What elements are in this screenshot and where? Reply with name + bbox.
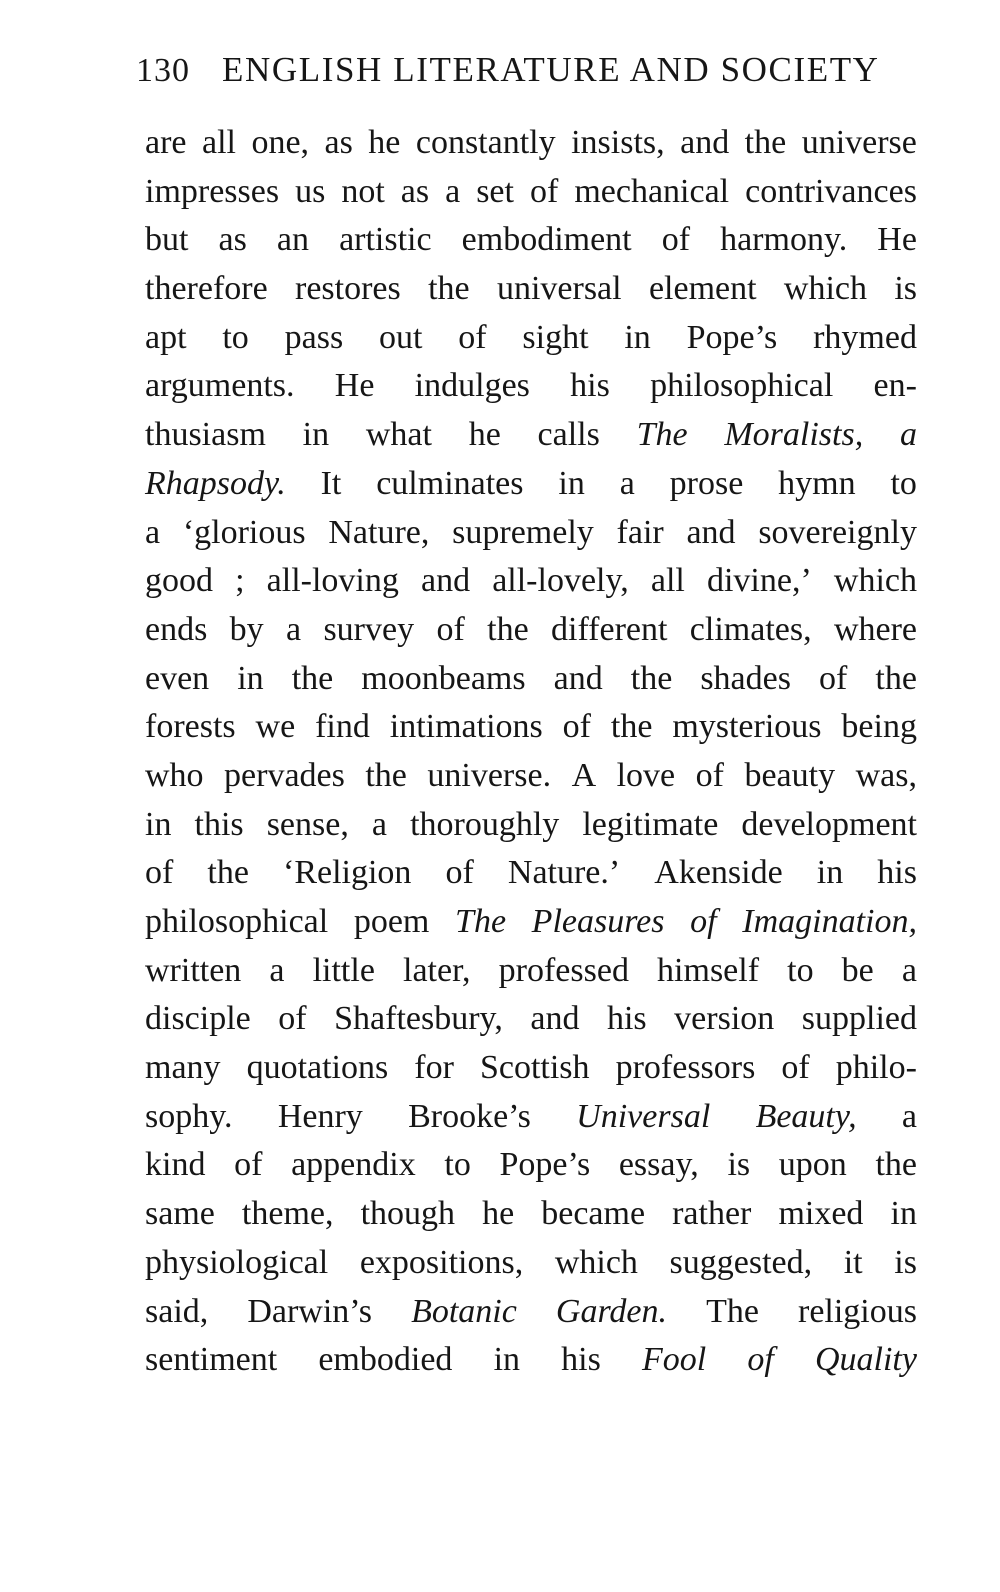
- word: was,: [855, 756, 917, 794]
- word: the: [610, 708, 653, 746]
- text-line: [145, 947, 917, 996]
- italic-word: Beauty,: [755, 1097, 857, 1135]
- text-line: [145, 168, 917, 217]
- word: element: [648, 270, 757, 308]
- word: a: [901, 951, 917, 989]
- text-line: [145, 460, 917, 509]
- text-line: [145, 1141, 917, 1190]
- word: supremely: [452, 513, 594, 551]
- word: a: [269, 951, 285, 989]
- word: which: [833, 562, 917, 600]
- word: we: [255, 708, 296, 746]
- word: of: [661, 221, 691, 259]
- word: in: [558, 464, 585, 502]
- word: Shaftesbury,: [334, 1000, 503, 1038]
- word: universal: [496, 270, 622, 308]
- word: forests: [145, 708, 236, 746]
- word: set: [476, 172, 514, 210]
- word: physiological: [145, 1243, 329, 1281]
- word: Pope’s: [499, 1146, 591, 1184]
- word: different: [551, 610, 668, 648]
- word: sentiment: [145, 1341, 278, 1379]
- italic-word: Imagination,: [742, 903, 917, 940]
- word: even: [145, 659, 210, 697]
- word: quotations: [246, 1049, 389, 1087]
- text-line: [145, 1336, 917, 1385]
- italic-word: of: [690, 903, 717, 940]
- word: embodied: [318, 1341, 453, 1379]
- word: indulges: [414, 367, 530, 405]
- word: mixed: [778, 1195, 864, 1233]
- word: the: [630, 659, 673, 697]
- word: though: [360, 1195, 456, 1233]
- word: ‘glorious: [182, 513, 306, 551]
- word: for: [414, 1049, 454, 1087]
- word: pervades: [224, 756, 345, 794]
- text-line: [145, 606, 917, 655]
- word: to: [444, 1146, 471, 1184]
- word: He: [334, 367, 375, 405]
- word: Scottish: [479, 1049, 590, 1087]
- italic-word: Fool: [641, 1341, 707, 1379]
- word: are: [145, 124, 187, 161]
- word: hymn: [778, 464, 856, 502]
- text-line: [145, 411, 917, 460]
- word: the: [744, 124, 787, 161]
- word: and: [680, 124, 730, 161]
- word: arguments.: [145, 367, 295, 405]
- word: and: [553, 659, 603, 697]
- body-text: [145, 119, 917, 1385]
- italic-word: Universal: [576, 1097, 711, 1135]
- word: Darwin’s: [247, 1292, 372, 1330]
- word: of: [781, 1049, 810, 1087]
- word: he: [482, 1195, 515, 1233]
- word: in: [624, 318, 651, 356]
- word: climates,: [689, 610, 812, 648]
- word: of: [458, 318, 487, 356]
- word: a: [901, 1097, 917, 1135]
- word: philo-: [835, 1049, 917, 1087]
- word: us: [295, 172, 326, 210]
- word: pass: [284, 318, 344, 356]
- word: a: [445, 172, 461, 210]
- word: essay,: [618, 1146, 699, 1184]
- word: Henry: [277, 1097, 363, 1135]
- word: apt: [145, 318, 187, 356]
- word: his: [570, 367, 610, 405]
- word: shades: [700, 659, 791, 697]
- text-line: [145, 752, 917, 801]
- italic-word: of: [747, 1341, 774, 1379]
- word: intimations: [389, 708, 543, 746]
- word: suggested,: [669, 1243, 813, 1281]
- word: one,: [251, 124, 310, 161]
- word: of: [234, 1146, 263, 1184]
- text-line: [145, 557, 917, 606]
- word: professors: [615, 1049, 756, 1087]
- word: who: [145, 756, 204, 794]
- word: mechanical: [574, 172, 730, 210]
- word: good: [145, 562, 213, 600]
- word: and: [420, 562, 471, 600]
- word: as: [324, 124, 353, 161]
- word: version: [674, 1000, 775, 1038]
- word: to: [222, 318, 249, 356]
- word: a: [286, 610, 302, 648]
- word: in: [237, 659, 264, 697]
- text-line: [145, 995, 917, 1044]
- italic-word: The: [455, 903, 507, 940]
- word: moonbeams: [361, 659, 526, 697]
- word: upon: [778, 1146, 847, 1184]
- word: philosophical: [145, 903, 329, 940]
- word: culminates: [376, 464, 524, 502]
- word: later,: [403, 951, 471, 989]
- word: ‘Religion: [283, 854, 412, 892]
- word: but: [145, 221, 189, 259]
- word: The: [706, 1292, 759, 1330]
- word: the: [428, 270, 470, 308]
- word: Pope’s: [686, 318, 778, 356]
- word: it: [843, 1243, 863, 1281]
- word: ;: [235, 562, 245, 600]
- italic-word: Botanic: [411, 1292, 517, 1330]
- word: constantly: [415, 124, 556, 161]
- word: development: [741, 805, 917, 843]
- word: universe.: [427, 756, 552, 794]
- word: which: [783, 270, 867, 308]
- word: kind: [145, 1146, 206, 1184]
- text-line: [145, 265, 917, 314]
- word: he: [368, 124, 401, 161]
- word: as: [400, 172, 430, 210]
- word: He: [877, 221, 917, 259]
- word: is: [894, 1243, 917, 1281]
- text-line: [145, 655, 917, 704]
- word: thusiasm: [145, 416, 266, 454]
- word: all: [201, 124, 236, 161]
- word: as: [218, 221, 247, 259]
- word: all-lovely,: [492, 562, 629, 600]
- text-line: [145, 1093, 917, 1142]
- page-number: 130: [136, 52, 190, 89]
- word: became: [541, 1195, 646, 1233]
- word: of: [819, 659, 848, 697]
- word: a: [145, 513, 161, 551]
- word: many: [145, 1049, 221, 1087]
- word: prose: [669, 464, 744, 502]
- word: survey: [323, 610, 415, 648]
- word: the: [487, 610, 529, 648]
- italic-word: Garden.: [555, 1292, 668, 1330]
- word: little: [312, 951, 375, 989]
- word: is: [727, 1146, 751, 1184]
- word: where: [833, 610, 917, 648]
- word: professed: [498, 951, 629, 989]
- word: his: [606, 1000, 647, 1038]
- italic-word: Moralists,: [724, 416, 864, 454]
- word: Brooke’s: [408, 1097, 531, 1135]
- word: his: [877, 854, 917, 892]
- word: of: [145, 854, 174, 892]
- word: all-loving: [266, 562, 399, 600]
- word: religious: [798, 1292, 917, 1330]
- word: to: [890, 464, 917, 502]
- word: in: [302, 416, 330, 454]
- word: said,: [145, 1292, 209, 1330]
- word: beauty: [744, 756, 836, 794]
- word: and: [686, 513, 736, 551]
- word: out: [379, 318, 423, 356]
- word: appendix: [291, 1146, 416, 1184]
- word: find: [315, 708, 370, 746]
- word: rather: [672, 1195, 752, 1233]
- word: in: [890, 1195, 917, 1233]
- text-line: [145, 1239, 917, 1288]
- word: divine,’: [706, 562, 812, 600]
- italic-word: a: [899, 416, 917, 454]
- word: universe: [801, 124, 917, 161]
- word: all: [650, 562, 685, 600]
- word: be: [841, 951, 874, 989]
- word: Akenside: [654, 854, 783, 892]
- word: rhymed: [813, 318, 917, 356]
- running-head: [136, 44, 926, 96]
- word: philosophical: [650, 367, 834, 405]
- word: what: [365, 416, 432, 454]
- italic-word: Rhapsody.: [145, 464, 286, 502]
- word: his: [561, 1341, 601, 1379]
- word: which: [554, 1243, 638, 1281]
- running-title: ENGLISH LITERATURE AND SOCIETY: [222, 50, 880, 89]
- italic-word: Pleasures: [531, 903, 665, 940]
- word: and: [530, 1000, 580, 1038]
- word: love: [616, 756, 676, 794]
- text-line: [145, 362, 917, 411]
- word: of: [278, 1000, 307, 1038]
- word: harmony.: [720, 221, 848, 259]
- word: theme,: [241, 1195, 334, 1233]
- word: poem: [353, 903, 430, 940]
- italic-word: The: [636, 416, 688, 454]
- text-line: [145, 119, 917, 168]
- word: legitimate: [582, 805, 719, 843]
- word: calls: [537, 416, 600, 454]
- word: Nature.’: [507, 854, 621, 892]
- word: expositions,: [359, 1243, 524, 1281]
- word: the: [875, 1146, 917, 1184]
- word: being: [841, 708, 917, 746]
- text-line: [145, 314, 917, 363]
- word: he: [468, 416, 501, 454]
- word: therefore: [145, 270, 268, 308]
- word: fair: [616, 513, 664, 551]
- word: himself: [657, 951, 760, 989]
- word: of: [529, 172, 559, 210]
- word: same: [145, 1195, 215, 1233]
- text-line: [145, 1288, 917, 1337]
- word: in: [145, 805, 172, 843]
- word: of: [445, 854, 474, 892]
- word: impresses: [145, 172, 280, 210]
- word: mysterious: [672, 708, 822, 746]
- word: Nature,: [328, 513, 430, 551]
- word: sophy.: [145, 1097, 233, 1135]
- word: the: [875, 659, 917, 697]
- word: insists,: [571, 124, 665, 161]
- word: sight: [522, 318, 589, 356]
- italic-word: Quality: [814, 1341, 917, 1379]
- word: is: [894, 270, 917, 308]
- text-line: [145, 849, 917, 898]
- word: disciple: [145, 1000, 251, 1038]
- text-line: [145, 898, 917, 947]
- word: by: [229, 610, 264, 648]
- word: en-: [873, 367, 917, 405]
- word: artistic: [339, 221, 432, 259]
- word: supplied: [801, 1000, 917, 1038]
- word: in: [493, 1341, 521, 1379]
- text-line: [145, 216, 917, 265]
- word: contrivances: [745, 172, 917, 210]
- word: the: [365, 756, 407, 794]
- word: a: [619, 464, 635, 502]
- word: restores: [295, 270, 401, 308]
- word: A: [571, 756, 597, 794]
- word: to: [787, 951, 814, 989]
- word: of: [436, 610, 465, 648]
- word: the: [291, 659, 334, 697]
- word: sense,: [266, 805, 349, 843]
- word: ends: [145, 610, 208, 648]
- word: written: [145, 951, 242, 989]
- text-line: [145, 703, 917, 752]
- text-line: [145, 1190, 917, 1239]
- word: the: [207, 854, 249, 892]
- word: this: [194, 805, 244, 843]
- text-line: [145, 509, 917, 558]
- word: It: [320, 464, 342, 502]
- word: embodiment: [461, 221, 632, 259]
- text-line: [145, 801, 917, 850]
- word: a: [371, 805, 388, 843]
- word: of: [695, 756, 724, 794]
- word: in: [816, 854, 844, 892]
- word: an: [276, 221, 309, 259]
- text-line: [145, 1044, 917, 1093]
- word: thoroughly: [410, 805, 560, 843]
- word: sovereignly: [758, 513, 917, 551]
- word: not: [341, 172, 385, 210]
- word: of: [562, 708, 591, 746]
